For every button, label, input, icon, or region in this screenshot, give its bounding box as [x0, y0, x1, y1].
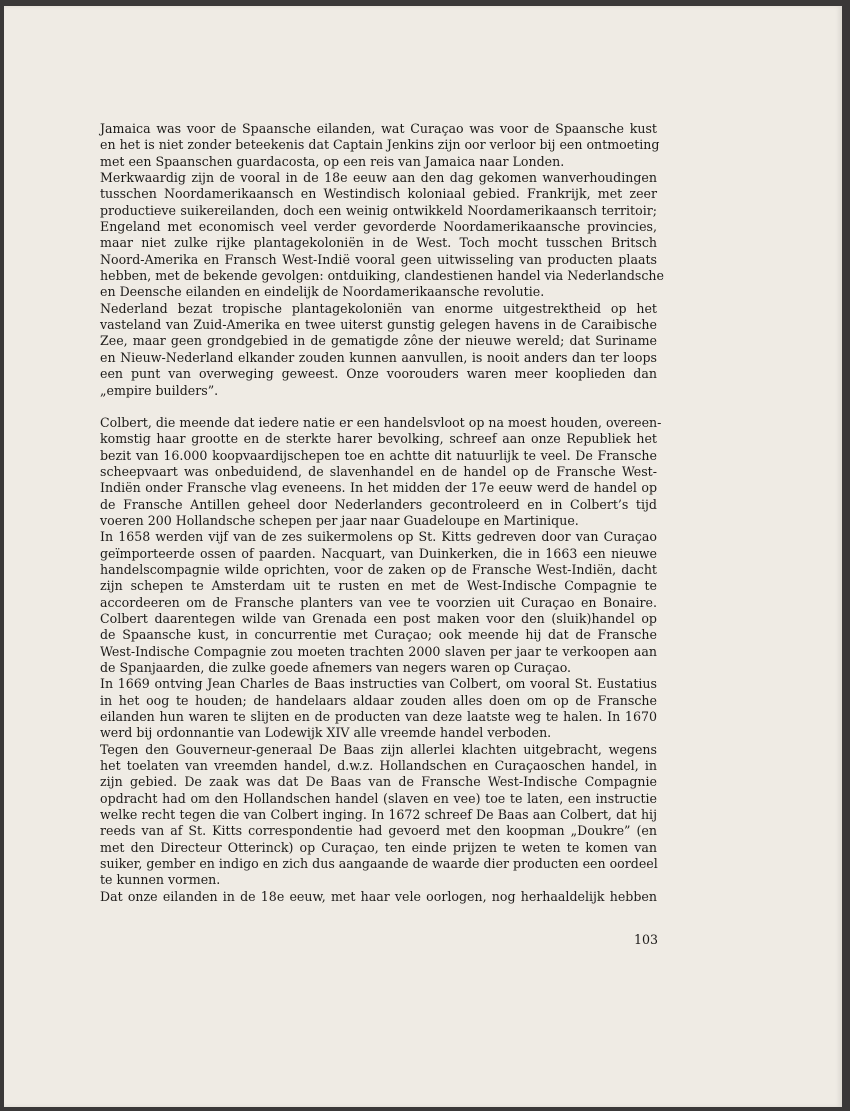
- text-line: voeren 200 Hollandsche schepen per jaar naar Guadeloupe en Martinique.: [100, 512, 579, 528]
- text-line: en Nieuw-Nederland elkander zouden kunnen aanvullen, is nooit anders dan ter loops: [100, 349, 657, 365]
- paragraph: [100, 301, 657, 399]
- text-line: Merkwaardig zijn de vooral in de 18e eeuw aan den dag gekomen wanverhoudingen: [100, 170, 657, 186]
- text-line: opdracht had om den Hollandschen handel (slaven en vee) toe te laten, een instructie: [100, 790, 657, 806]
- text-line: de Fransche Antillen geheel door Nederlanders gecontroleerd en in Colbert’s tijd: [100, 496, 657, 512]
- text-line: Engeland met economisch veel verder gevorderde Noordamerikaansche provincies,: [100, 219, 657, 235]
- text-line: Indiën onder Fransche vlag eveneens. In het midden der 17e eeuw werd de handel op: [100, 480, 657, 496]
- text-line: accordeeren om de Fransche planters van vee te voorzien uit Curaçao en Bonaire.: [100, 594, 657, 610]
- text-line: zijn schepen te Amsterdam uit te rusten en met de West-Indische Compagnie te: [100, 578, 657, 594]
- text-line: Zee, maar geen grondgebied in de gematigde zône der nieuwe wereld; dat Suriname: [100, 333, 657, 349]
- text-line: Dat onze eilanden in de 18e eeuw, met haar vele oorlogen, nog herhaaldelijk hebben: [100, 888, 657, 904]
- text-line: de Spanjaarden, die zulke goede afnemers van negers waren op Curaçao.: [100, 660, 572, 675]
- text-line: met den Directeur Otterinck) op Curaçao, ten einde prijzen te weten te komen van: [100, 839, 657, 855]
- text-line: In 1669 ontving Jean Charles de Baas instructies van Colbert, om vooral St. Eustatius: [100, 676, 657, 692]
- text-line: Tegen den Gouverneur-generaal De Baas zijn allerlei klachten uitgebracht, wegens: [100, 741, 657, 757]
- text-line: Nederland bezat tropische plantagekoloniën van enorme uitgestrektheid op het: [100, 300, 657, 316]
- text-line: het toelaten van vreemden handel, d.w.z. Hollandschen en Curaçaoschen handel, in: [100, 758, 657, 774]
- text-line: de Spaansche kust, in concurrentie met Curaçao; ook meende hij dat de Fransche: [100, 627, 657, 643]
- text-line: en Deensche eilanden en eindelijk de Noordamerikaansche revolutie.: [100, 284, 545, 300]
- text-line: bezit van 16.000 koopvaardijschepen toe en achtte dit natuurlijk te veel. De Fransche: [100, 447, 657, 463]
- text-line: reeds van af St. Kitts correspondentie had gevoerd met den koopman „Doukre” (en: [100, 823, 657, 839]
- paragraph: [100, 170, 664, 301]
- paragraph: [100, 676, 657, 741]
- text-line: een punt van overweging geweest. Onze voorouders waren meer kooplieden dan: [100, 366, 657, 382]
- text-line: productieve suikereilanden, doch een weinig ontwikkeld Noordamerikaansch territoir;: [100, 202, 657, 218]
- text-line: eilanden hun waren te slijten en de producten van deze laatste weg te halen. In 1670: [100, 709, 657, 725]
- text-line: in het oog te houden; de handelaars aldaar zouden alles doen om op de Fransche: [100, 692, 657, 708]
- text-line: zijn gebied. De zaak was dat De Baas van de Fransche West-Indische Compagnie: [100, 774, 657, 790]
- text-line: scheepvaart was onbeduidend, de slavenhandel en de handel op de Fransche West-: [100, 463, 657, 479]
- text-line: West-Indische Compagnie zou moeten trachten 2000 slaven per jaar te verkoopen aan: [100, 643, 657, 659]
- body-text: [100, 121, 664, 905]
- text-line: vasteland van Zuid-Amerika en twee uiterst gunstig gelegen havens in de Caraibische: [100, 317, 657, 333]
- text-line: geïmporteerde ossen of paarden. Nacquart, van Duinkerken, die in 1663 een nieuwe: [100, 545, 657, 561]
- text-line: hebben, met de bekende gevolgen: ontduiking, clandestienen handel via Nederlandsche: [100, 268, 664, 284]
- page-number: 103: [633, 932, 658, 947]
- text-line: handelscompagnie wilde oprichten, voor de zaken op de Fransche West-Indiën, dacht: [100, 561, 657, 577]
- text-line: „empire builders”.: [100, 382, 219, 398]
- text-line: Colbert, die meende dat iedere natie er een handelsvloot op na moest houden, overeen-: [100, 414, 662, 430]
- text-line: komstig haar grootte en de sterkte harer bevolking, schreef aan onze Republiek het: [100, 431, 657, 447]
- book-page: [4, 6, 842, 1107]
- text-line: en het is niet zonder beteekenis dat Captain Jenkins zijn oor verloor bij een ontmoeting: [100, 137, 660, 153]
- text-line: met een Spaanschen guardacosta, op een reis van Jamaica naar Londen.: [100, 153, 565, 169]
- text-line: Jamaica was voor de Spaansche eilanden, wat Curaçao was voor de Spaansche kust: [100, 121, 657, 136]
- text-line: Noord-Amerika en Fransch West-Indië vooral geen uitwisseling van producten plaats: [100, 251, 657, 267]
- paragraph: [100, 742, 657, 889]
- text-line: te kunnen vormen.: [100, 872, 221, 888]
- text-line: welke recht tegen die van Colbert inging. In 1672 schreef De Baas aan Colbert, dat hij: [100, 807, 657, 823]
- text-line: werd bij ordonnantie van Lodewijk XIV alle vreemde handel verboden.: [100, 725, 552, 741]
- text-line: maar niet zulke rijke plantagekoloniën in de West. Toch mocht tusschen Britsch: [100, 235, 657, 251]
- paragraph-gap: [100, 399, 657, 415]
- paragraph: [100, 529, 657, 676]
- text-line: tusschen Noordamerikaansch en Westindisch koloniaal gebied. Frankrijk, met zeer: [100, 186, 657, 202]
- paragraph: [100, 414, 662, 529]
- paragraph: [100, 121, 660, 170]
- text-line: suiker, gember en indigo en zich dus aangaande de waarde dier producten een oordeel: [100, 856, 658, 872]
- text-line: In 1658 werden vijf van de zes suikermolens op St. Kitts gedreven door van Curaçao: [100, 529, 657, 545]
- text-line: Colbert daarentegen wilde van Grenada een post maken voor den (sluik)handel op: [100, 610, 657, 626]
- paragraph: [100, 889, 657, 905]
